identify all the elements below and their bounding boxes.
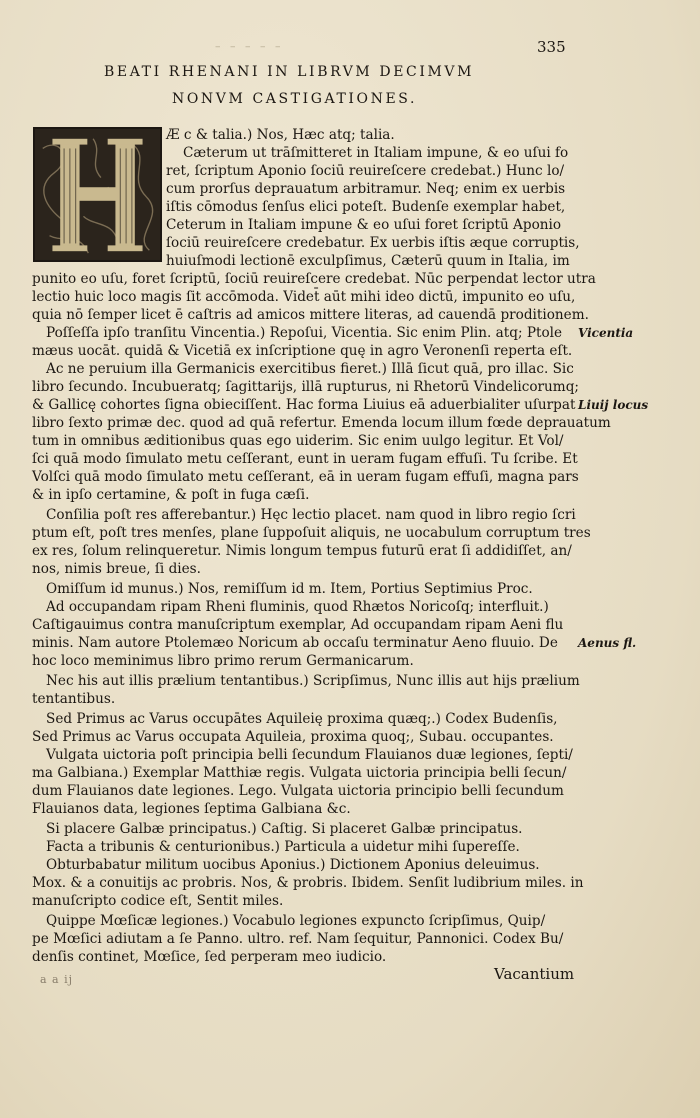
text-line: tentantibus. [32, 691, 116, 707]
text-line: Obturbabatur militum uocibus Aponius.) Dictionem Aponius deleuimus. [46, 857, 540, 873]
text-line: ſociū reuireſcere credebatur. Ex uerbis iſtis æque corruptis, [166, 235, 580, 251]
running-header-line-1: BEATI RHENANI IN LIBRVM DECIMVM [104, 64, 475, 80]
text-line: Volſci quā modo ſimulato metu ceſſerant, eā in ueram fugam effuſi, magna pars [32, 469, 579, 485]
margin-note-aenus: Aenus fl. [578, 636, 637, 650]
decorated-initial-h [33, 127, 162, 262]
text-line: punito eo uſu, foret ſcriptū, ſociū reuireſcere credebat. Nūc perpendat lector utra [32, 271, 596, 287]
text-line: hoc loco meminimus libro primo rerum Germanicarum. [32, 653, 414, 669]
text-line: iſtis cōmodus ſenſus elici poteſt. Budenſe exemplar habet, [166, 199, 566, 215]
bleed-through-text: – – – – – [215, 40, 284, 53]
text-line: Sed Primus ac Varus occupātes Aquileię proxima quæq;.) Codex Budenſis, [46, 711, 558, 727]
text-line: Omiſſum id munus.) Nos, remiſſum id m. Item, Portius Septimius Proc. [46, 581, 533, 597]
text-line: ſci quā modo ſimulato metu ceſſerant, eunt in ueram fugam effuſi. Tu ſcribe. Et [32, 451, 578, 467]
text-line: Conſilia poſt res afferebantur.) Hęc lectio placet. nam quod in libro regio ſcri [46, 507, 576, 523]
text-line: lectio huic loco magis ſit accōmoda. Videt̄ aūt mihi ideo dictū, impunito eo uſu, [32, 289, 576, 305]
text-line: huiuſmodi lectionē exculpſimus, Cæterū quum in Italia, im [166, 253, 570, 269]
text-line: Caſtigauimus contra manuſcriptum exemplar, Ad occupandam ripam Aeni flu [32, 617, 564, 633]
text-line: libro ſecundo. Incubueratq; ſagittarijs, illā rupturus, ni Rhetorū Vindelicorumq; [32, 379, 579, 395]
text-line: Ceterum in Italiam impune & eo uſui foret ſcriptū Aponio [166, 217, 562, 233]
text-line: Nec his aut illis prælium tentantibus.) Scripſimus, Nunc illis aut hijs prælium [46, 673, 580, 689]
text-line: Mox. & a conuitijs ac probris. Nos, & probris. Ibidem. Senſit ludibrium miles. in [32, 875, 584, 891]
text-line: libro ſexto primæ dec. quod ad quā refertur. Emenda locum illum fœde deprauatum [32, 415, 611, 431]
text-line: cum prorſus deprauatum arbitramur. Neq; enim ex uerbis [166, 181, 566, 197]
text-line: quia nō ſemper licet ē caſtris ad amicos mittere literas, ad cauendā proditionem. [32, 307, 589, 323]
text-line: ex res, ſolum relinqueretur. Nimis longum tempus futurū erat ſi addidiſſet, an/ [32, 543, 572, 559]
text-line: manuſcripto codice eſt, Sentit miles. [32, 893, 284, 909]
text-line: mæus uocāt. quidā & Vicetiā ex inſcriptione quę in agro Veronenſi reperta eſt. [32, 343, 573, 359]
running-header-line-2: NONVM CASTIGATIONES. [172, 91, 418, 107]
text-line: Cæterum ut trāſmitteret in Italiam impune, & eo uſui fo [183, 145, 569, 161]
text-line: minis. Nam autore Ptolemæo Noricum ab occaſu terminatur Aeno fluuio. De [32, 635, 558, 651]
signature-mark: a a ij [40, 973, 74, 986]
text-line: & in ipſo certamine, & poſt in fuga cæſi. [32, 487, 310, 503]
margin-note-liuij-locus: Liuij locus [578, 398, 649, 412]
text-line: ma Galbiana.) Exemplar Matthiæ regis. Vulgata uictoria principia belli ſecun/ [32, 765, 567, 781]
text-line: Vulgata uictoria poſt principia belli ſecundum Flauianos duæ legiones, ſepti/ [46, 747, 573, 763]
text-line: Ad occupandam ripam Rheni fluminis, quod Rhætos Noricoſq; interfluit.) [46, 599, 549, 615]
text-line: Sed Primus ac Varus occupata Aquileia, proxima quoq;, Subau. occupantes. [32, 729, 554, 745]
text-line: pe Mœſici adiutam a ſe Panno. ultro. ref. Nam ſequitur, Pannonici. Codex Bu/ [32, 931, 564, 947]
woodcut-initial-icon [35, 129, 160, 260]
text-line: tum in omnibus æditionibus quas ego uiderim. Sic enim uulgo legitur. Et Vol/ [32, 433, 564, 449]
text-line: dum Flauianos date legiones. Lego. Vulgata uictoria principio belli ſecundum [32, 783, 564, 799]
text-line: nos, nimis breue, ſi dies. [32, 561, 201, 577]
text-line: ret, ſcriptum Aponio ſociū reuireſcere credebat.) Hunc lo/ [166, 163, 565, 179]
text-line: ptum eſt, poſt tres menſes, plane ſuppoſuit aliquis, ne uocabulum corruptum tres [32, 525, 591, 541]
page-number: 335 [537, 38, 566, 56]
text-line: Facta a tribunis & centurionibus.) Particula a uidetur mihi ſupereſſe. [46, 839, 520, 855]
text-line: & Gallicę cohortes ſigna obieciſſent. Hac forma Liuius eā aduerbialiter uſurpat [32, 397, 576, 413]
catchword: Vacantium [494, 965, 575, 983]
text-line: Si placere Galbæ principatus.) Caſtig. Si placeret Galbæ principatus. [46, 821, 523, 837]
text-line: Ac ne peruium illa Germanicis exercitibus fieret.) Illā ſicut quā, pro illac. Sic [46, 361, 574, 377]
text-line: Quippe Mœſicæ legiones.) Vocabulo legiones expuncto ſcripſimus, Quip/ [46, 913, 546, 929]
margin-note-vicentia: Vicentia [578, 326, 634, 340]
text-line: Poſſeſſa ipſo tranſitu Vincentia.) Repoſui, Vicentia. Sic enim Plin. atq; Ptole [46, 325, 563, 341]
text-line: Flauianos data, legiones ſeptima Galbiana &c. [32, 801, 351, 817]
text-line: denſis continet, Mœſice, ſed perperam meo iudicio. [32, 949, 387, 965]
text-line: Æ c & talia.) Nos, Hæc atq; talia. [166, 127, 395, 143]
